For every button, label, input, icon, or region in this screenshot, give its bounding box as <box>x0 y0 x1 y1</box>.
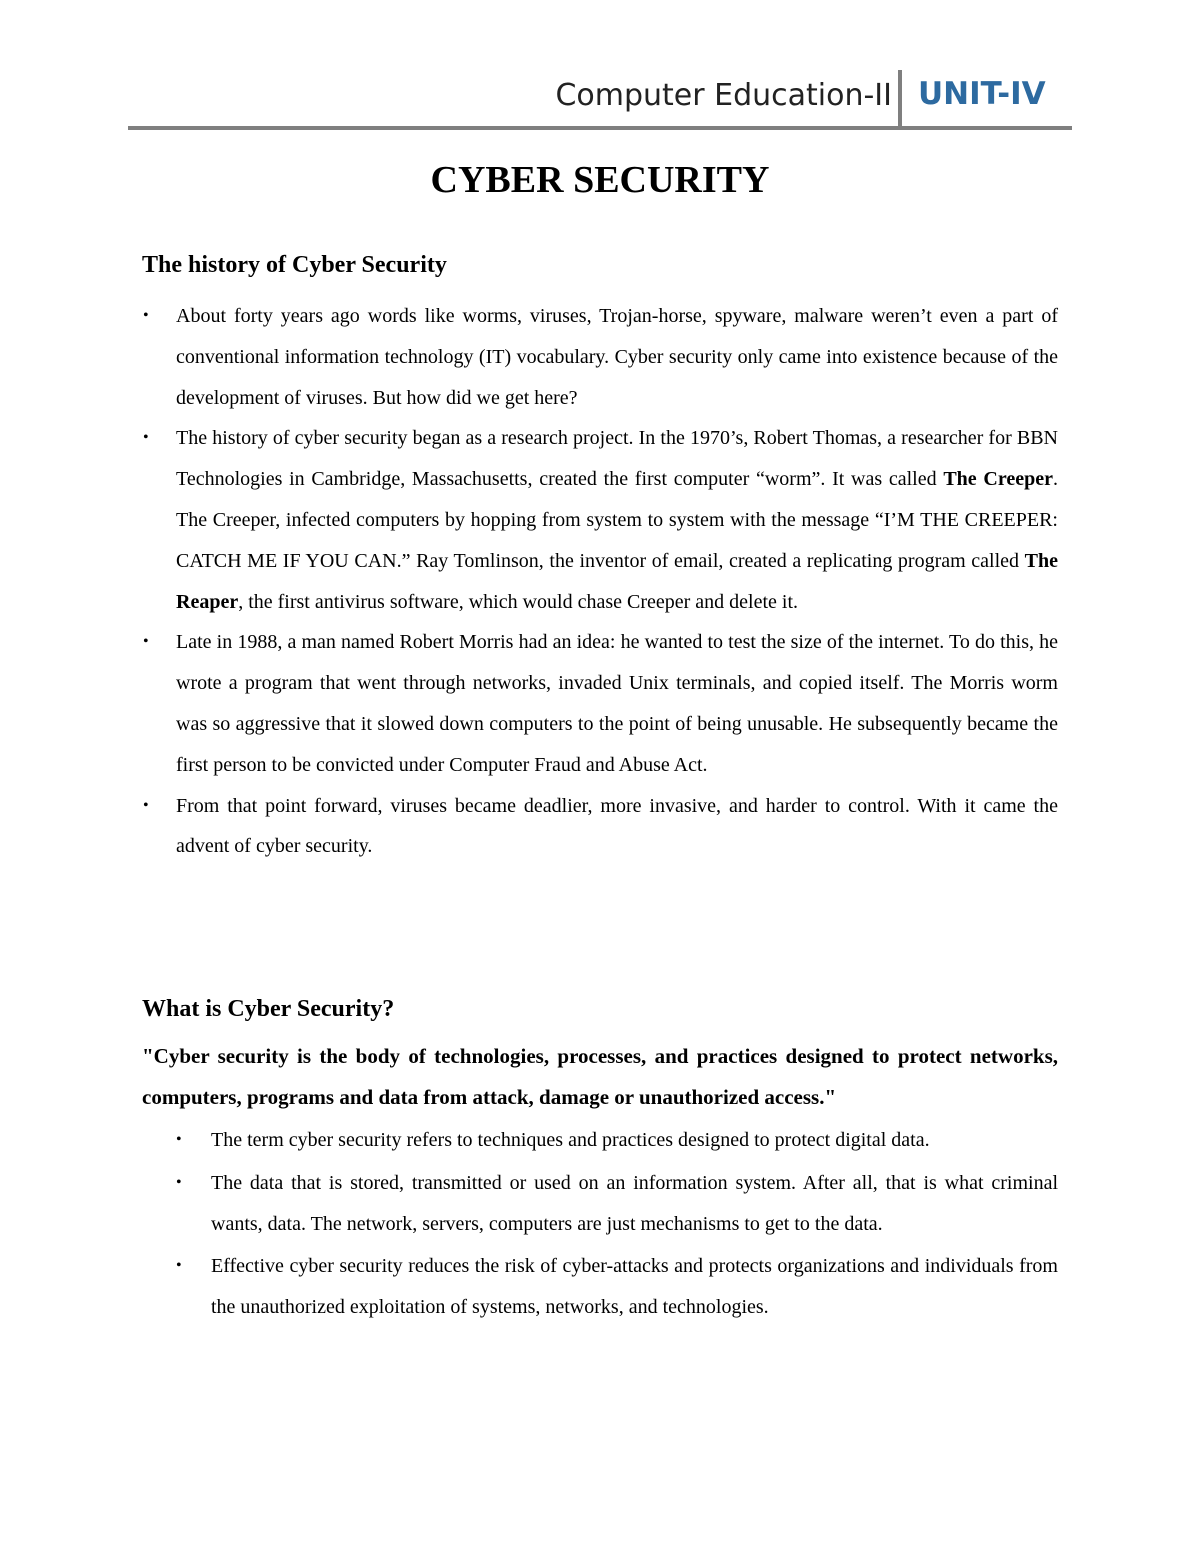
bullet-icon: • <box>143 633 149 651</box>
reaper-term: The Reaper <box>176 549 1058 613</box>
header-separator <box>898 70 902 126</box>
course-title: Computer Education-II <box>555 78 892 113</box>
list-item-text: The data that is stored, transmitted or used on an information system. After all, that is what criminal wants, data. The network, servers, computers are just mechanisms to get to the data. <box>211 1171 1058 1235</box>
list-item-text: Late in 1988, a man named Robert Morris had an idea: he wanted to test the size of the internet. To do this, he wrote a program that went through networks, invaded Unix terminals, and copied itself. The Morris worm was so aggressive that it slowed down computers to the point of being unusable. He subsequently became the first person to be convicted under Computer Fraud and Abuse Act. <box>176 631 1058 776</box>
list-item-text: About forty years ago words like worms, viruses, Trojan-horse, spyware, malware weren’t even a part of conventional information technology (IT) vocabulary. Cyber security only came into existence because of the development of viruses. But how did we get here? <box>176 305 1058 409</box>
list-item-text: . The Creeper, infected computers by hopping from system to system with the message “I’M THE CREEPER: CATCH ME IF YOU CAN.” Ray Tomlinson, the inventor of email, created a replicating program called <box>176 468 1058 572</box>
page-header <box>128 68 1072 132</box>
bullet-icon: • <box>176 1131 182 1148</box>
header-rule <box>128 126 1072 130</box>
list-item <box>143 418 1058 622</box>
list-item <box>176 1120 1058 1161</box>
bullet-icon: • <box>143 429 149 447</box>
bullet-icon: • <box>176 1173 182 1191</box>
list-item <box>176 1246 1058 1328</box>
page-title: CYBER SECURITY <box>430 159 770 201</box>
list-item-text: Effective cyber security reduces the risk of cyber-attacks and protects organizations and individuals from the unauthorized exploitation of systems, networks, and technologies. <box>211 1255 1058 1319</box>
list-item-text: The history of cyber security began as a research project. In the 1970’s, Robert Thomas, a researcher for BBN Technologies in Cambridge, Massachusetts, created the first computer “worm”. It was called <box>176 427 1058 491</box>
creeper-term: The Creeper <box>943 468 1053 491</box>
history-list <box>143 296 1058 867</box>
bullet-icon: • <box>143 796 149 814</box>
what-is-heading: What is Cyber Security? <box>142 996 395 1022</box>
bullet-icon: • <box>176 1257 182 1275</box>
list-item <box>143 786 1058 868</box>
what-is-list <box>176 1120 1058 1330</box>
list-item <box>143 622 1058 785</box>
list-item <box>176 1163 1058 1245</box>
definition-quote: "Cyber security is the body of technologies, processes, and practices designed to protect networks, computers, programs and data from attack, damage or unauthorized access." <box>142 1044 1058 1109</box>
list-item <box>143 296 1058 418</box>
list-item-text: The term cyber security refers to techniques and practices designed to protect digital data. <box>211 1129 930 1151</box>
list-item-text: , the first antivirus software, which would chase Creeper and delete it. <box>238 590 799 613</box>
list-item-text: From that point forward, viruses became deadlier, more invasive, and harder to control. With it came the advent of cyber security. <box>176 794 1058 858</box>
history-heading: The history of Cyber Security <box>142 252 447 278</box>
bullet-icon: • <box>143 307 149 324</box>
unit-label: UNIT-IV <box>918 76 1046 112</box>
